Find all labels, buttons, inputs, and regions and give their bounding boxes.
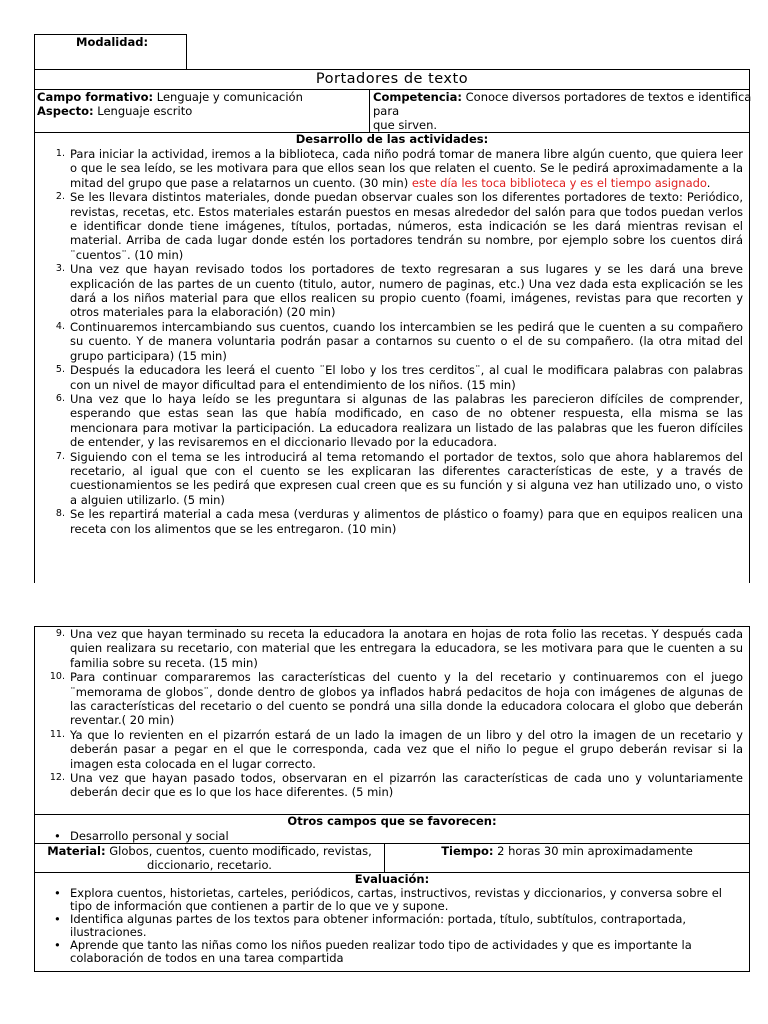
item-text: Una vez que hayan revisado todos los portadores de texto regresaran a sus lugares y se les dará una breve explicación de las partes de un cuento (titulo, autor, numero de paginas, etc.) Una vez dada esta explicación se les dará a los niños material para que ellos realicen su propio cuento (foami, imágenes, revistas para que recorten y otros materiales para la elaboración) (20 min) [70, 262, 743, 320]
item-number: 6. [55, 392, 65, 404]
item-text: Una vez que lo haya leído se les preguntara si algunas de las palabras les parecieron difíciles de comprender, esperando que estas sean las que había modificado, en caso de no obtener respuesta, ella misma se las mencionara para motivar la participación. La educadora realizara un listado de las palabras que les fueron difíciles de entender, y las revisaremos en el diccionario llevado por la educadora. [70, 391, 743, 450]
desarrollo-heading: Desarrollo de las actividades: [295, 132, 489, 146]
otros-text: Desarrollo personal y social [70, 829, 229, 843]
list-item [34, 363, 743, 392]
campo-value: Lenguaje y comunicación [153, 90, 303, 104]
campo-formativo [37, 90, 367, 104]
item-note: este día les toca biblioteca y es el tiempo asignado [411, 175, 707, 190]
list-item [34, 627, 743, 670]
item-text: Después la educadora les leerá el cuento ¨El lobo y los tres cerditos¨, al cual le modificara palabras con palabras con un nivel de mayor dificultad para el entendimiento de los niños. (15 min) [70, 363, 743, 392]
list-item [34, 262, 743, 320]
item-text: Se les llevara distintos materiales, donde puedan observar cuales son los diferentes portadores de texto: Periódico, revistas, recetas, etc. Estos materiales estarán puestos en mesas alrededor del salón para que todos puedan verlos e identificar donde tiene imágenes, títulos, portadas, números, esta indicación se les dará mientras revisan el material. Arriba de cada lugar donde estén los portadores tendrán su nombre, por ejemplo sobre los cuentos dirá ¨cuentos¨. (10 min) [70, 190, 743, 262]
bullet-icon: • [54, 886, 61, 900]
evaluacion-list [34, 887, 740, 965]
item-text: Ya que lo revienten en el pizarrón estará de un lado la imagen de un libro y del otro la imagen de un recetario y deberán pasar a pegar en el que le corresponda, cada vez que el niño lo pegue el grupo deberán revisar si la imagen esta colocada en el lugar correcto. [70, 727, 743, 771]
competencia-value: Conoce diversos portadores de textos e identifica para [373, 90, 752, 119]
evaluacion-text: Identifica algunas partes de los textos para obtener información: portada, título, subtítulos, contraportada, ilustraciones. [70, 912, 687, 939]
campo-label: Campo formativo: [37, 90, 154, 104]
item-text: Siguiendo con el tema se les introducirá al tema retomando el portador de textos, solo que ahora hablaremos del recetario, al igual que con el cuento se les explicaran las diferentes características de este, y a través de cuestionamientos se les pedirá que expresen cual creen que es su función y si alguna vez han utilizado uno, o visto a alguien utilizarlo. (5 min) [70, 449, 743, 507]
activity-list-cont [34, 627, 743, 800]
bullet-icon: • [54, 912, 61, 926]
item-number: 7. [55, 450, 65, 462]
list-item [34, 913, 740, 939]
tiempo-value: 2 horas 30 min aproximadamente [493, 844, 693, 858]
otros-heading: Otros campos que se favorecen: [287, 814, 497, 828]
modalidad-label: Modalidad: [76, 35, 149, 49]
list-item [34, 887, 740, 913]
list-item [34, 147, 743, 190]
list-item [34, 320, 743, 363]
item-text: Continuaremos intercambiando sus cuentos, cuando los intercambien se les pedirá que le cuenten a su compañero su cuento. Y de manera voluntaria podrán pasar a contarnos su cuento o el de su compañero. (la otra mitad del grupo participara) (15 min) [70, 319, 743, 363]
item-number: 5. [55, 364, 65, 376]
item-number: 9. [55, 628, 65, 639]
material-value: Globos, cuentos, cuento modificado, revistas, [105, 844, 372, 858]
tiempo-label: Tiempo: [441, 844, 494, 858]
evaluacion-text: Explora cuentos, historietas, carteles, periódicos, cartas, instructivos, revistas y diccionarios, y conversa sobre el tipo de información que contienen a partir de lo que ve y supone. [70, 886, 722, 913]
list-item [34, 939, 740, 965]
list-item [34, 507, 743, 536]
tiempo [384, 844, 750, 858]
competencia-cont: que sirven. [373, 118, 438, 132]
otros-item [34, 830, 768, 843]
item-number: 8. [55, 508, 65, 520]
activity-list [34, 147, 743, 536]
competencia [373, 90, 765, 119]
aspecto-value: Lenguaje escrito [93, 104, 193, 118]
evaluacion-text: Aprende que tanto las niñas como los niños pueden realizar todo tipo de actividades y que es importante la colaboración de todos en una tarea compartida [70, 938, 692, 965]
item-number: 11. [49, 728, 65, 740]
item-number: 3. [55, 263, 65, 275]
material-label: Material: [47, 844, 106, 858]
competencia-label: Competencia: [373, 90, 462, 104]
item-number: 4. [55, 320, 65, 332]
list-item [34, 771, 743, 800]
item-number: 12. [49, 772, 65, 784]
item-tail: . [706, 175, 711, 190]
item-text: Para iniciar la actividad, iremos a la biblioteca, cada niño podrá tomar de manera libre algún cuento, que quiera leer o que le sea leído, se les motivara para que ellos sean los que relaten el cuento. Se le pedirá aproximadamente a la mitad del grupo que pase a relatarnos un cuento. (30 min) [70, 147, 743, 190]
list-item [34, 190, 743, 262]
list-item [34, 450, 743, 508]
material-cont [34, 858, 385, 872]
bullet-icon: • [54, 829, 61, 843]
list-item [34, 670, 743, 728]
list-item [34, 392, 743, 450]
item-text: Se les repartirá material a cada mesa (verduras y alimentos de plástico o foamy) para que en equipos realicen una receta con los alimentos que se les entregaron. (10 min) [70, 507, 743, 536]
item-number: 1. [55, 148, 65, 159]
item-number: 2. [55, 191, 65, 203]
material [34, 844, 385, 858]
item-number: 10. [49, 671, 65, 683]
page-title: Portadores de texto [315, 71, 469, 87]
item-text: Para continuar compararemos las características del cuento y la del recetario y continuaremos con el juego ¨memorama de globos¨, donde dentro de globos ya inflados habrá pedacitos de hoja con imágenes de algunas de las características del recetario o del cuento se pondrá una silla donde la educadora colocara el globo que deberán reventar.( 20 min) [70, 670, 743, 728]
aspecto [37, 104, 367, 118]
material-value2: diccionario, recetario. [147, 858, 272, 872]
evaluacion-heading: Evaluación: [354, 872, 430, 886]
aspecto-label: Aspecto: [37, 104, 94, 118]
bullet-icon: • [54, 938, 61, 952]
list-item [34, 728, 743, 771]
item-text: Una vez que hayan terminado su receta la educadora la anotara en hojas de rota folio las recetas. Y después cada quien realizara su recetario, con material que les entregara la educadora, se les motivara para que le cuenten a su familia sobre su receta. (15 min) [70, 627, 743, 670]
item-text: Una vez que hayan pasado todos, observaran en el pizarrón las características de cada uno y voluntariamente deberán decir que es lo que los hace diferentes. (5 min) [70, 771, 743, 800]
